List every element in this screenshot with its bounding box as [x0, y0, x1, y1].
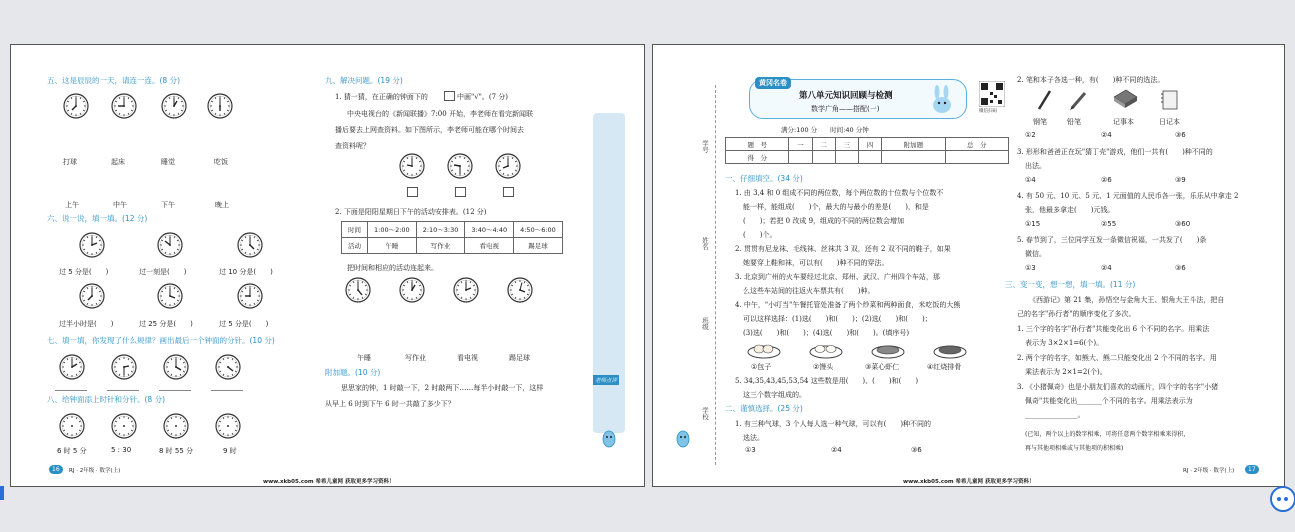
option[interactable]: ①3	[1025, 264, 1036, 272]
mascot-icon	[599, 425, 619, 455]
clock-icon	[237, 232, 263, 258]
answer-line[interactable]	[107, 390, 139, 391]
section-9-title: 九、解决问题。(19 分)	[325, 76, 403, 85]
q-text: 出法。	[1025, 162, 1046, 170]
s6-label: 过 5 分是( )	[59, 268, 109, 276]
table-cell: 2:10～3:30	[416, 222, 465, 238]
bonus-title: 附加题。(10 分)	[325, 368, 381, 377]
answer-box[interactable]	[503, 187, 514, 197]
table-cell: 时间	[342, 222, 368, 238]
page-number: 16	[49, 465, 63, 474]
answer-line[interactable]	[55, 390, 87, 391]
q-text: ( )个。	[743, 231, 777, 239]
q-text: 微信。	[1025, 250, 1046, 258]
s8-label: 6 时 5 分	[57, 447, 87, 455]
answer-line[interactable]	[211, 390, 243, 391]
q-text: 能一样，能组成( )个，最大的与最小的差是( )，和是	[743, 203, 929, 211]
table-cell: 1:00～2:00	[368, 222, 417, 238]
q-text: 1. 有三种气球，3 个人每人选一种气球，可以有( )种不同的	[735, 420, 932, 428]
page-subtitle: 数学广角——搭配(一)	[811, 105, 880, 113]
option[interactable]: ③9	[1175, 176, 1186, 184]
clock-icon	[63, 93, 89, 119]
option[interactable]: ②4	[1101, 264, 1112, 272]
q-text: 1. 由 3,4 和 0 组成不同的两位数，每个两位数的十位数与个位数不	[735, 189, 944, 197]
s5-label: 吃饭	[214, 158, 228, 166]
clock-icon	[163, 354, 189, 380]
note-text: (已知，两个以上的数字相乘，可将任意两个数字相乘来得积，	[1025, 431, 1190, 438]
answer-line[interactable]	[159, 390, 191, 391]
s5-time: 下午	[161, 201, 175, 209]
bun-plate-icon	[747, 341, 781, 359]
clock-icon	[161, 93, 187, 119]
section-2-title: 二、谨慎选择。(25 分)	[725, 404, 803, 413]
section-8-title: 八、给钟面添上时针和分针。(8 分)	[47, 395, 166, 404]
score-cell[interactable]	[812, 151, 835, 164]
score-cell[interactable]	[858, 151, 881, 164]
option[interactable]: ②4	[831, 446, 842, 454]
q-text: 这三个数字组成的。	[743, 391, 806, 399]
q-text: 2. 笔和本子各选一种，有( )种不同的选法。	[1017, 76, 1165, 84]
page-title: 第八单元知识回顾与检测	[799, 91, 893, 101]
q-text: 《西游记》第 21 集，孙悟空与金角大王、银角大王斗法，把自	[1029, 296, 1225, 304]
s5-label: 睡觉	[161, 158, 175, 166]
q1-text: 中画"√"。(7 分)	[457, 93, 509, 101]
item-label: 钢笔	[1033, 118, 1047, 126]
option[interactable]: ③6	[1175, 131, 1186, 139]
clock-icon	[495, 153, 521, 179]
clock-icon	[345, 277, 371, 303]
option[interactable]: ②6	[1101, 176, 1112, 184]
clock-icon	[157, 283, 183, 309]
table-cell: 活动	[342, 238, 368, 254]
teacher-comment-panel	[593, 113, 625, 433]
q-text: 可以这样选择：(1)选( )和( )；(2)选( )和( )；	[743, 315, 932, 323]
check-box-sample	[444, 91, 455, 101]
table-cell: 3:40～4:40	[465, 222, 514, 238]
q-text: 2. 贯贯有尼龙袜、毛线袜、丝袜共 3 双，还有 2 双不同的鞋子，如果	[735, 245, 951, 253]
side-label-name: 姓名	[701, 237, 709, 250]
q1-text: 1. 猜一猜，在正确的钟面下的	[335, 93, 428, 101]
clock-icon	[79, 283, 105, 309]
q-text: 她要穿上鞋和袜，可以有( )种不同的穿法。	[743, 259, 889, 267]
pencil-icon	[1067, 89, 1089, 111]
s6-label: 过 25 分是( )	[139, 320, 193, 328]
table-cell: 四	[858, 138, 881, 151]
option[interactable]: ①15	[1025, 220, 1041, 228]
side-label-class: 班级	[701, 317, 709, 330]
footer-grade: RJ · 2年级 · 数学(上)	[69, 468, 121, 474]
page-number: 17	[1245, 465, 1259, 474]
score-table	[725, 137, 1009, 164]
s8-label: 5 : 30	[111, 446, 132, 454]
q-text: ( )；若把 0 改成 9，组成的不同的两位数会增加	[743, 217, 905, 225]
q-text: 5. 春节到了，三位同学互发一条微信祝福，一共发了( )条	[1017, 236, 1207, 244]
section-1-title: 一、仔细填空。(34 分)	[725, 174, 803, 183]
q-text: 5. 34,35,43,45,53,54 这些数是用( )、( )和( )	[735, 377, 919, 385]
q2-label: 午睡	[357, 354, 371, 362]
q-text: 表示为 3×2×1=6(个)。	[1025, 339, 1104, 347]
pen-icon	[1033, 89, 1055, 111]
side-label-number: 学号	[701, 140, 709, 153]
clock-icon	[399, 153, 425, 179]
q-text: 3. 《小猪佩奇》也是小朋友们喜欢的动画片，四个字的名字"小猪	[1017, 383, 1219, 391]
chat-icon	[1272, 488, 1294, 510]
clock-icon	[111, 354, 137, 380]
footer-site: www.xkb05.com 希希儿童网 获取更多学习资料！	[263, 479, 395, 485]
score-cell[interactable]	[882, 151, 945, 164]
q2-title: 2. 下面是阳阳星期日下午的活动安排表。(12 分)	[335, 208, 487, 216]
clock-icon	[237, 283, 263, 309]
s6-label: 过 10 分是( )	[219, 268, 273, 276]
footer-grade: RJ · 2年级 · 数学(上)	[1183, 468, 1235, 474]
clock-icon	[163, 413, 189, 439]
right-page	[652, 44, 1285, 487]
item-label: 铅笔	[1067, 118, 1081, 126]
s8-label: 8 时 55 分	[159, 447, 194, 455]
food-label: ③菜心虾仁	[865, 363, 900, 371]
table-cell: 附加题	[882, 138, 945, 151]
qr-caption: 微信扫码	[979, 109, 997, 114]
left-page	[10, 44, 645, 487]
table-cell: 得 分	[726, 151, 789, 164]
exam-meta: 满分:100 分 时间:40 分钟	[781, 126, 869, 134]
q2-label: 踢足球	[509, 354, 530, 362]
food-label: ④红烧排骨	[927, 363, 962, 371]
clock-icon	[215, 413, 241, 439]
table-row	[342, 238, 563, 254]
q1-text: 查资料呢？	[335, 142, 370, 150]
clock-icon	[111, 413, 137, 439]
food-label: ①包子	[751, 363, 772, 371]
side-label-school: 学校	[701, 407, 709, 420]
option[interactable]: ③6	[1175, 264, 1186, 272]
answer-box[interactable]	[407, 187, 418, 197]
bonus-text: 思思家的钟，1 时敲一下，2 时敲两下……每半小时敲一下，这样	[341, 384, 544, 392]
section-7-title: 七、填一填，你发现了什么规律？画出最后一个钟面的分针。(10 分)	[47, 336, 275, 345]
q-text: 3. 北京到广州的火车要经过北京、郑州、武汉、广州四个车站，那	[735, 273, 940, 281]
option[interactable]: ②55	[1101, 220, 1117, 228]
clock-icon	[79, 232, 105, 258]
clock-icon	[447, 153, 473, 179]
answer-box[interactable]	[455, 187, 466, 197]
chat-button[interactable]	[1270, 486, 1295, 512]
q2-label: 看电视	[457, 354, 478, 362]
clock-icon	[111, 93, 137, 119]
note-text: 再与其他项相乘或与其他项的积相乘)	[1025, 445, 1124, 452]
option[interactable]: ②4	[1101, 131, 1112, 139]
rabbit-icon	[925, 85, 959, 115]
clock-icon	[207, 93, 233, 119]
clock-icon	[215, 354, 241, 380]
table-cell: 看电视	[465, 238, 514, 254]
s6-label: 过半小时是( )	[59, 320, 114, 328]
q-text: 张，他最多拿走( )元钱。	[1025, 206, 1115, 214]
clock-icon	[507, 277, 533, 303]
s5-label: 起床	[111, 158, 125, 166]
q-text: 乘法表示为 2×1=2(个)。	[1025, 368, 1107, 376]
option[interactable]: ③6	[911, 446, 922, 454]
s5-time: 上午	[65, 201, 79, 209]
s8-label: 9 时	[223, 447, 237, 455]
s6-label: 过一刻是( )	[139, 268, 187, 276]
footer-site: www.xkb05.com 希希儿童网 获取更多学习资料！	[903, 479, 1035, 485]
mascot-icon	[673, 425, 693, 455]
q-text: 4. 有 50 元、10 元、5 元、1 元面值的人民币各一张，乐乐从中拿走 2	[1017, 192, 1239, 200]
table-row	[726, 151, 1009, 164]
q-text: 己的名字"孙行者"的顺序变化了多次。	[1017, 310, 1136, 318]
clock-icon	[59, 354, 85, 380]
clock-icon	[399, 277, 425, 303]
section-3-title: 三、变一变，想一想，填一填。(11 分)	[1005, 280, 1136, 289]
s5-label: 打球	[63, 158, 77, 166]
clock-icon	[453, 277, 479, 303]
s5-time: 晚上	[215, 201, 229, 209]
s6-label: 过 5 分是( )	[219, 320, 269, 328]
steamed-bun-plate-icon	[809, 341, 843, 359]
table-cell: 总 分	[945, 138, 1008, 151]
qr-code-icon	[979, 81, 1005, 107]
clock-icon	[157, 232, 183, 258]
option[interactable]: ①3	[745, 446, 756, 454]
table-cell: 写作业	[416, 238, 465, 254]
table-cell: 一	[789, 138, 812, 151]
q2-label: 写作业	[405, 354, 426, 362]
ribs-dish-icon	[933, 341, 967, 359]
shrimp-dish-icon	[871, 341, 905, 359]
option[interactable]: ①4	[1025, 176, 1036, 184]
score-cell[interactable]	[789, 151, 812, 164]
table-cell: 题 号	[726, 138, 789, 151]
q-text: _______________。	[1025, 411, 1085, 419]
q-text: 4. 中午，"小叮当"午餐托管处准备了两个炒菜和两种面食，米吃饭的大熊	[735, 301, 961, 309]
cut-line	[715, 85, 716, 465]
left-edge-tab[interactable]	[0, 486, 4, 500]
table-row	[342, 222, 563, 238]
table-cell: 三	[835, 138, 858, 151]
q-text: 选法。	[743, 434, 764, 442]
schedule-table	[341, 221, 563, 254]
table-cell: 午睡	[368, 238, 417, 254]
notebook-icon	[1111, 87, 1139, 111]
q-text: 1. 三个字的名字"孙行者"共能变化出 6 个不同的名字。用乘法	[1017, 325, 1210, 333]
q-text: (3)选( )和( )；(4)选( )和( )。(填序号)	[743, 329, 910, 337]
brand-logo: 黄冈名卷	[755, 77, 791, 89]
q-text: 2. 两个字的名字，如熊大、熊二只能变化出 2 个不同的名字。用	[1017, 354, 1217, 362]
item-label: 日记本	[1159, 118, 1180, 126]
q1-text: 播后要去上网查资料。如下图所示，李老师可能在哪个时间去	[335, 126, 524, 134]
score-cell[interactable]	[835, 151, 858, 164]
table-cell: 二	[812, 138, 835, 151]
table-row	[726, 138, 1009, 151]
table-cell: 4:50～6:00	[514, 222, 563, 238]
diary-icon	[1159, 89, 1181, 111]
q-text: 3. 形形和爸爸正在玩"猜丁壳"游戏，他们一共有( )种不同的	[1017, 148, 1213, 156]
clock-icon	[59, 413, 85, 439]
food-label: ②馒头	[813, 363, 834, 371]
q-text: 么这些车站间的往返火车票共有( )种。	[743, 287, 875, 295]
section-5-title: 五、这是辰辰的一天，请连一连。(8 分)	[47, 76, 181, 85]
item-label: 记事本	[1113, 118, 1134, 126]
teacher-comment-label: 老师点评	[593, 375, 619, 385]
score-cell[interactable]	[945, 151, 1008, 164]
option[interactable]: ①2	[1025, 131, 1036, 139]
bonus-text: 从早上 6 时到下午 6 时一共敲了多少下？	[325, 400, 455, 408]
q-text: 佩奇"共能变化出_______个不同的名字。用乘法表示为	[1025, 397, 1193, 405]
s5-time: 中午	[113, 201, 127, 209]
q1-text: 中央电视台的《新闻联播》7:00 开始，李老师在看完新闻联	[347, 110, 533, 118]
q2-instruction: 把时间和相应的活动连起来。	[347, 264, 438, 272]
section-6-title: 六、说一说，填一填。(12 分)	[47, 214, 148, 223]
table-cell: 踢足球	[514, 238, 563, 254]
option[interactable]: ③60	[1175, 220, 1191, 228]
